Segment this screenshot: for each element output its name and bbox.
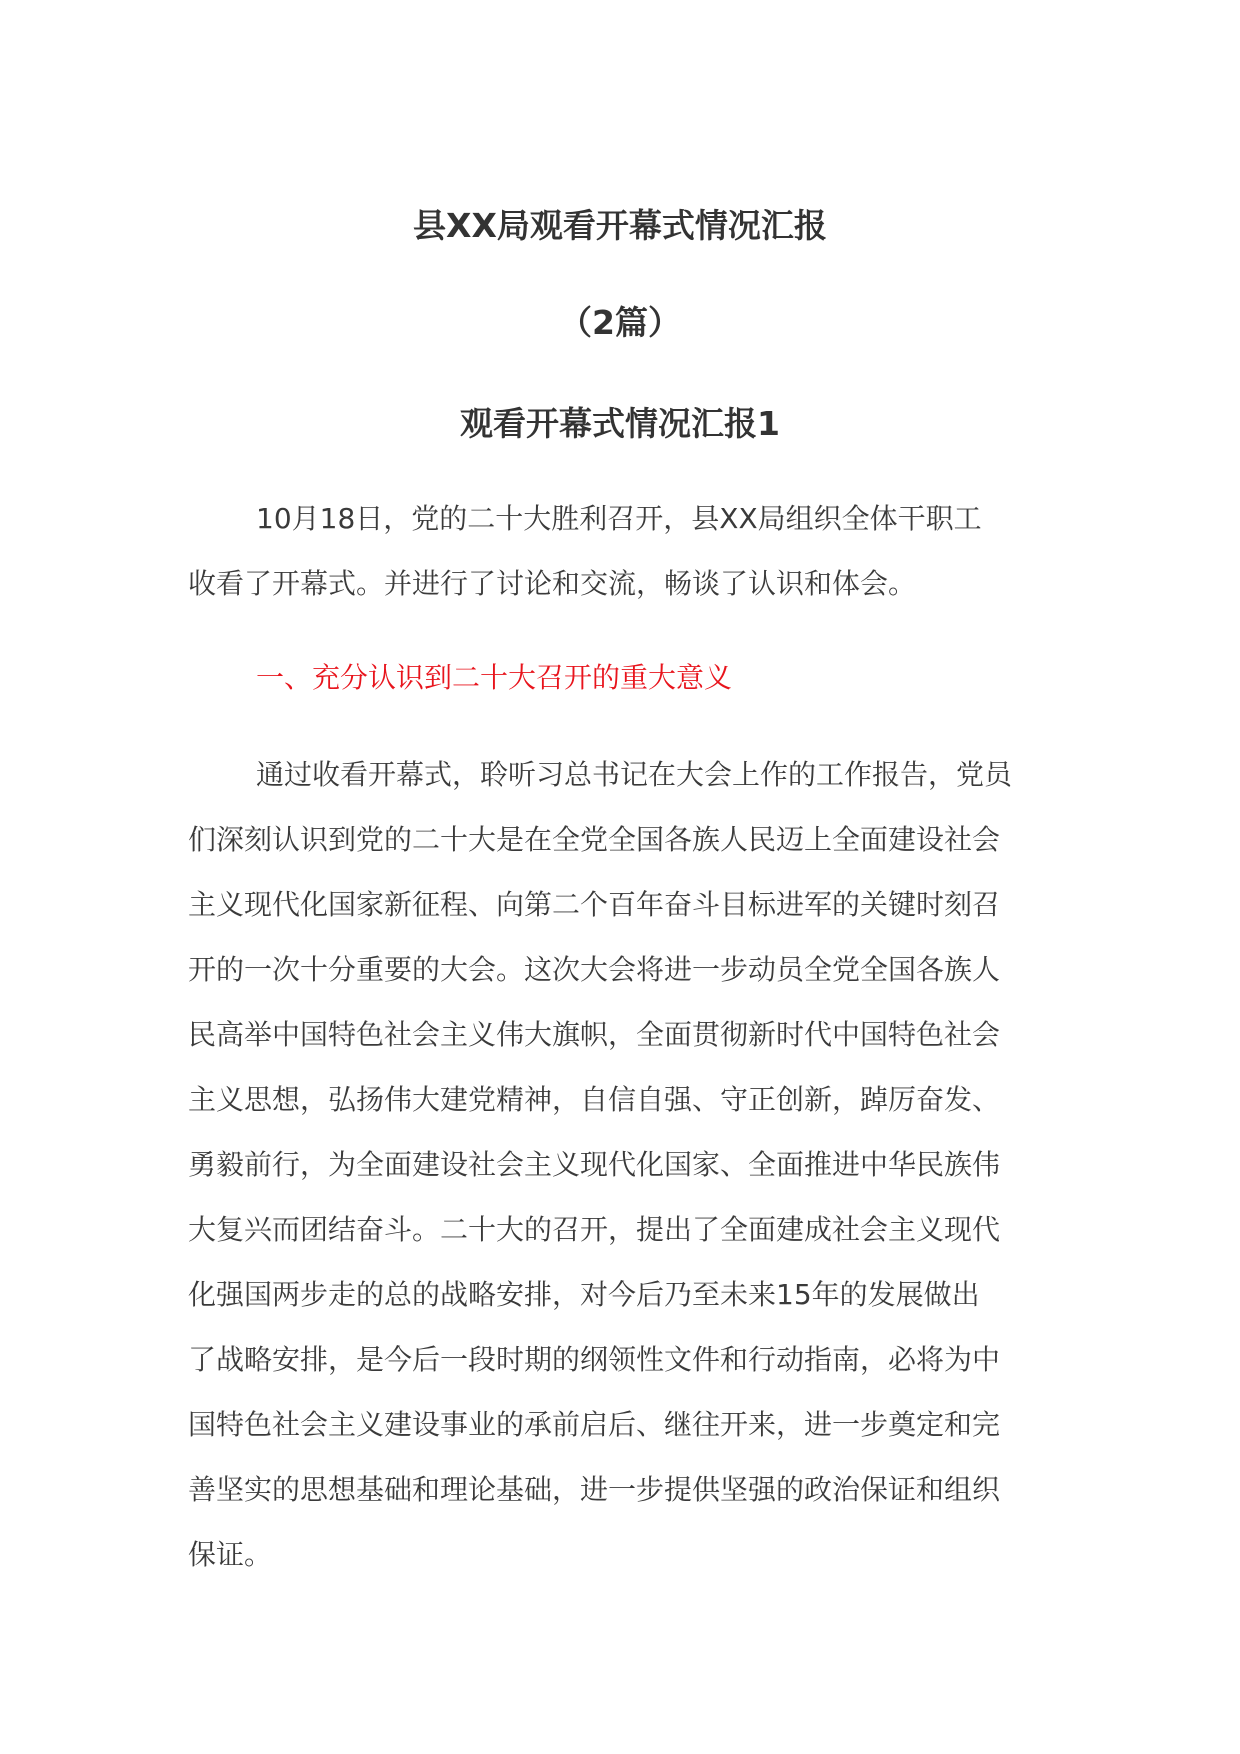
section-heading: 一、充分认识到二十大召开的重大意义 [256,661,733,694]
intro-line: 收看了开幕式。并进行了讨论和交流，畅谈了认识和体会。 [188,567,917,600]
body-line: 们深刻认识到党的二十大是在全党全国各族人民迈上全面建设社会 [188,823,1001,856]
body-line: 了战略安排，是今后一段时期的纲领性文件和行动指南，必将为中 [188,1343,1001,1376]
body-line: 民高举中国特色社会主义伟大旗帜，全面贯彻新时代中国特色社会 [188,1018,1001,1051]
body-line: 善坚实的思想基础和理论基础，进一步提供坚强的政治保证和组织 [188,1473,1001,1506]
document-subtitle: 观看开幕式情况汇报1 [460,404,780,443]
body-line: 通过收看开幕式，聆听习总书记在大会上作的工作报告，党员 [256,758,1013,791]
body-line: 化强国两步走的总的战略安排，对今后乃至未来15年的发展做出 [188,1278,980,1311]
body-paragraph [188,742,1048,1587]
intro-paragraph [188,486,1048,616]
body-line: 国特色社会主义建设事业的承前启后、继往开来，进一步奠定和完 [188,1408,1001,1441]
body-line: 保证。 [188,1538,273,1571]
document-count: （2篇） [559,303,681,342]
body-line: 主义思想，弘扬伟大建党精神，自信自强、守正创新，踔厉奋发、 [188,1083,1001,1116]
document-title: 县XX局观看开幕式情况汇报 [413,206,827,245]
intro-line: 10月18日，党的二十大胜利召开，县XX局组织全体干职工 [256,502,982,535]
body-line: 主义现代化国家新征程、向第二个百年奋斗目标进军的关键时刻召 [188,888,1001,921]
body-line: 开的一次十分重要的大会。这次大会将进一步动员全党全国各族人 [188,953,1001,986]
body-line: 大复兴而团结奋斗。二十大的召开，提出了全面建成社会主义现代 [188,1213,1001,1246]
body-line: 勇毅前行，为全面建设社会主义现代化国家、全面推进中华民族伟 [188,1148,1001,1181]
